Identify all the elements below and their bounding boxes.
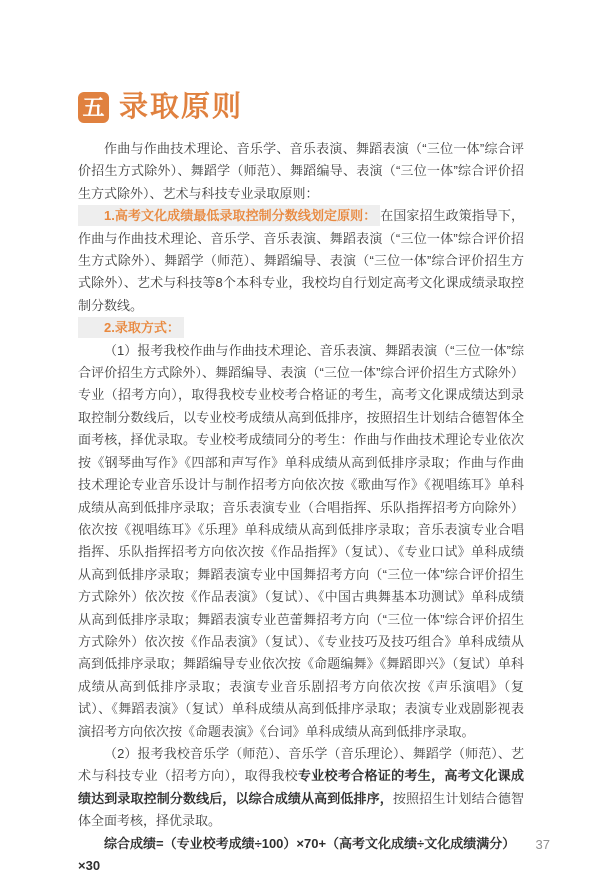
section-heading (78, 91, 524, 123)
rule1-paragraph (78, 205, 524, 317)
rule2-item2-bold-text: 专业校考合格证的考生，高考文化课成绩达到录取控制分数线后，以综合成绩从高到低排序， (78, 768, 524, 806)
rule2-item2-text-end: 按照招生计划结合德智体全面考核，择优录取。 (78, 790, 524, 829)
rule2-item2-text-start: （2）报考我校音乐学（师范）、音乐学（音乐理论）、舞蹈学（师范）、艺术与科技专业（招考方向），取得我校 (78, 745, 524, 784)
rule2-item1-paragraph: （1）报考我校作曲与作曲技术理论、音乐表演、舞蹈表演（“三位一体”综合评价招生方式除外）、舞蹈编导、表演（“三位一体”综合评价招生方式除外）专业（招考方向），取得我校专业校考合格证的考生，高考文化课成绩达到录取控制分数线后，以专业校考成绩从高到低排序，按照招生计划结合德智体全面考核，择优录取。专业校考成绩同分的考生：作曲与作曲技术理论专业依次按《钢琴曲写作》《四部和声写作》单科成绩从高到低排序录取；作曲与作曲技术理论专业音乐设计与制作招考方向依次按《歌曲写作》《视唱练耳》单科成绩从高到低排序录取；音乐表演专业（合唱指挥、乐队指挥招考方向除外）依次按《视唱练耳》《乐理》单科成绩从高到低排序录取；音乐表演专业合唱指挥、乐队指挥招考方向依次按《作品指挥》（复试）、《专业口试》单科成绩从高到低排序录取；舞蹈表演专业中国舞招考方向（“三位一体”综合评价招生方式除外）依次按《作品表演》（复试）、《中国古典舞基本功测试》单科成绩从高到低排序录取；舞蹈表演专业芭蕾舞招考方向（“三位一体”综合评价招生方式除外）依次按《作品表演》（复试）、《专业技巧及技巧组合》单科成绩从高到低排序录取；舞蹈编导专业依次按《命题编舞》《舞蹈即兴》（复试）单科成绩从高到低排序录取；表演专业音乐剧招考方向依次按《声乐演唱》（复试）、《舞蹈表演》（复试）单科成绩从高到低排序录取；表演专业戏剧影视表演招考方向依次按《命题表演》《台词》单科成绩从高到低排序录取。 (78, 342, 524, 739)
section-number-badge: 五 (78, 92, 109, 123)
page-number: 37 (535, 837, 550, 852)
composite-score-formula: 综合成绩=（专业校考成绩÷100）×70+（高考文化成绩÷文化成绩满分）×30 (78, 835, 516, 873)
rule1-body-text: 在国家招生政策指导下，作曲与作曲技术理论、音乐学、音乐表演、舞蹈表演（“三位一体”综合评价招生方式除外）、舞蹈学（师范）、舞蹈编导、表演（“三位一体”综合评价招生方式除外）、艺术与科技等8个本科专业，我校均自行划定高考文化课成绩录取控制分数线。 (78, 208, 524, 313)
page-title: 录取原则 (119, 91, 244, 123)
rule2-item2-paragraph (78, 743, 524, 833)
rule2-highlighted-heading: 2.录取方式： (78, 317, 184, 338)
intro-paragraph: 作曲与作曲技术理论、音乐学、音乐表演、舞蹈表演（“三位一体”综合评价招生方式除外）、舞蹈学（师范）、舞蹈编导、表演（“三位一体”综合评价招生方式除外）、艺术与科技专业录取原则： (78, 141, 524, 201)
rule1-highlighted-heading: 1.高考文化成绩最低录取控制分数线划定原则： (78, 205, 380, 226)
rule2-heading-paragraph (78, 317, 524, 339)
page-content (78, 91, 524, 877)
